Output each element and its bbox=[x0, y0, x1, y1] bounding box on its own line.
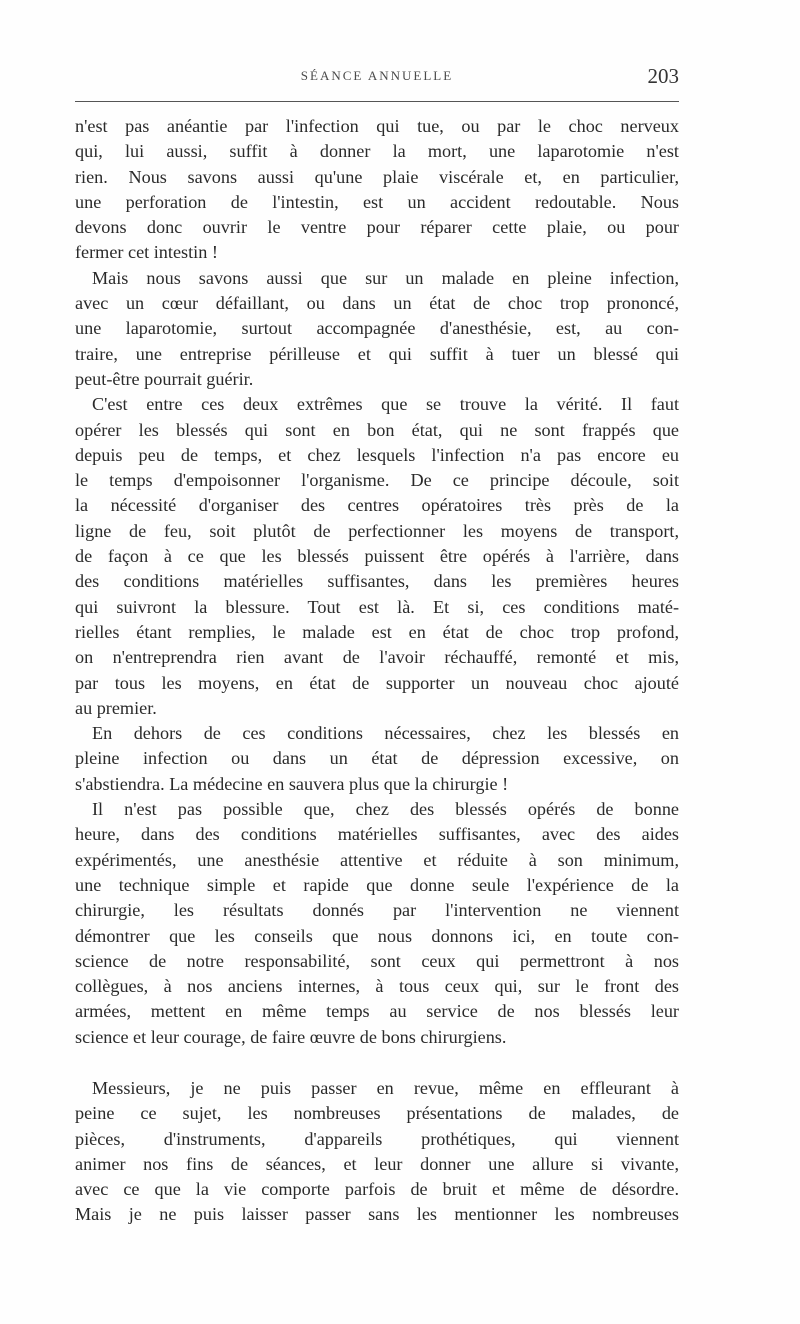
running-title: SÉANCE ANNUELLE bbox=[300, 68, 454, 83]
text-line: rien. Nous savons aussi qu'une plaie viscérale et, en particulier, bbox=[75, 166, 679, 187]
text-line: démontrer que les conseils que nous donnons ici, en toute con- bbox=[75, 925, 679, 946]
text-line: traire, une entreprise périlleuse et qui suffit à tuer un blessé qui bbox=[75, 343, 679, 364]
text-line: par tous les moyens, en état de supporter un nouveau choc ajouté bbox=[75, 672, 679, 693]
paragraph-2 bbox=[75, 266, 679, 392]
paragraph-1 bbox=[75, 114, 679, 266]
text-line: science de notre responsabilité, sont ceux qui permettront à nos bbox=[75, 950, 679, 971]
paragraph-5 bbox=[75, 797, 679, 1050]
text-line: devons donc ouvrir le ventre pour réparer cette plaie, ou pour bbox=[75, 217, 679, 238]
text-line: opérer les blessés qui sont en bon état, qui ne sont frappés que bbox=[75, 419, 679, 440]
text-line: qui, lui aussi, suffit à donner la mort, une laparotomie n'est bbox=[75, 141, 679, 162]
text-line: qui suivront la blessure. Tout est là. Et si, ces conditions maté- bbox=[75, 596, 679, 617]
section-gap bbox=[75, 1050, 679, 1076]
text-line: heure, dans des conditions matérielles suffisantes, avec des aides bbox=[75, 824, 679, 845]
text-line: une laparotomie, surtout accompagnée d'anesthésie, est, au con- bbox=[75, 318, 679, 339]
text-line: on n'entreprendra rien avant de l'avoir réchauffé, remonté et mis, bbox=[75, 647, 679, 668]
text-line: fermer cet intestin ! bbox=[75, 242, 218, 263]
text-line: des conditions matérielles suffisantes, dans les premières heures bbox=[75, 571, 679, 592]
text-line: expérimentés, une anesthésie attentive et réduite à son minimum, bbox=[75, 849, 679, 870]
text-line: armées, mettent en même temps au service de nos blessés leur bbox=[75, 1001, 679, 1022]
text-line: depuis peu de temps, et chez lesquels l'infection n'a pas encore eu bbox=[75, 444, 679, 465]
text-line: rielles étant remplies, le malade est en état de choc trop profond, bbox=[75, 621, 679, 642]
text-line: Mais je ne puis laisser passer sans les mentionner les nombreuses bbox=[75, 1204, 679, 1225]
text-line: pièces, d'instruments, d'appareils prothétiques, qui viennent bbox=[75, 1128, 679, 1149]
text-line: avec un cœur défaillant, ou dans un état de choc trop prononcé, bbox=[75, 293, 679, 314]
paragraph-3 bbox=[75, 392, 679, 721]
text-line: le temps d'empoisonner l'organisme. De ce principe découle, soit bbox=[75, 470, 679, 491]
text-line: C'est entre ces deux extrêmes que se trouve la vérité. Il faut bbox=[92, 394, 679, 415]
text-line: En dehors de ces conditions nécessaires, chez les blessés en bbox=[92, 723, 679, 744]
text-line: peut-être pourrait guérir. bbox=[75, 368, 254, 389]
text-line: une technique simple et rapide que donne seule l'expérience de la bbox=[75, 874, 679, 895]
text-line: avec ce que la vie comporte parfois de bruit et même de désordre. bbox=[75, 1179, 679, 1200]
text-line: chirurgie, les résultats donnés par l'intervention ne viennent bbox=[75, 900, 679, 921]
text-line: Mais nous savons aussi que sur un malade en pleine infection, bbox=[92, 267, 679, 288]
body-text bbox=[75, 114, 679, 1228]
text-line: Il n'est pas possible que, chez des blessés opérés de bonne bbox=[92, 799, 679, 820]
page-number: 203 bbox=[647, 64, 679, 88]
text-line: n'est pas anéantie par l'infection qui tue, ou par le choc nerveux bbox=[75, 116, 679, 136]
text-line: ligne de feu, soit plutôt de perfectionner les moyens de transport, bbox=[75, 520, 679, 541]
text-line: animer nos fins de séances, et leur donner une allure si vivante, bbox=[75, 1153, 679, 1174]
text-line: une perforation de l'intestin, est un accident redoutable. Nous bbox=[75, 191, 679, 212]
header-rule bbox=[75, 101, 679, 102]
text-line: collègues, à nos anciens internes, à tous ceux qui, sur le front des bbox=[75, 976, 679, 997]
paragraph-6 bbox=[75, 1076, 679, 1228]
text-line: au premier. bbox=[75, 697, 157, 718]
text-line: la nécessité d'organiser des centres opératoires très près de la bbox=[75, 495, 679, 516]
text-line: pleine infection ou dans un état de dépression excessive, on bbox=[75, 748, 679, 769]
text-line: science et leur courage, de faire œuvre de bons chirurgiens. bbox=[75, 1026, 507, 1047]
text-line: Messieurs, je ne puis passer en revue, même en effleurant à bbox=[92, 1077, 679, 1098]
text-line: s'abstiendra. La médecine en sauvera plus que la chirurgie ! bbox=[75, 773, 509, 794]
text-line: peine ce sujet, les nombreuses présentations de malades, de bbox=[75, 1103, 679, 1124]
text-line: de façon à ce que les blessés puissent être opérés à l'arrière, dans bbox=[75, 546, 679, 567]
paragraph-4 bbox=[75, 721, 679, 797]
running-head bbox=[75, 66, 679, 90]
